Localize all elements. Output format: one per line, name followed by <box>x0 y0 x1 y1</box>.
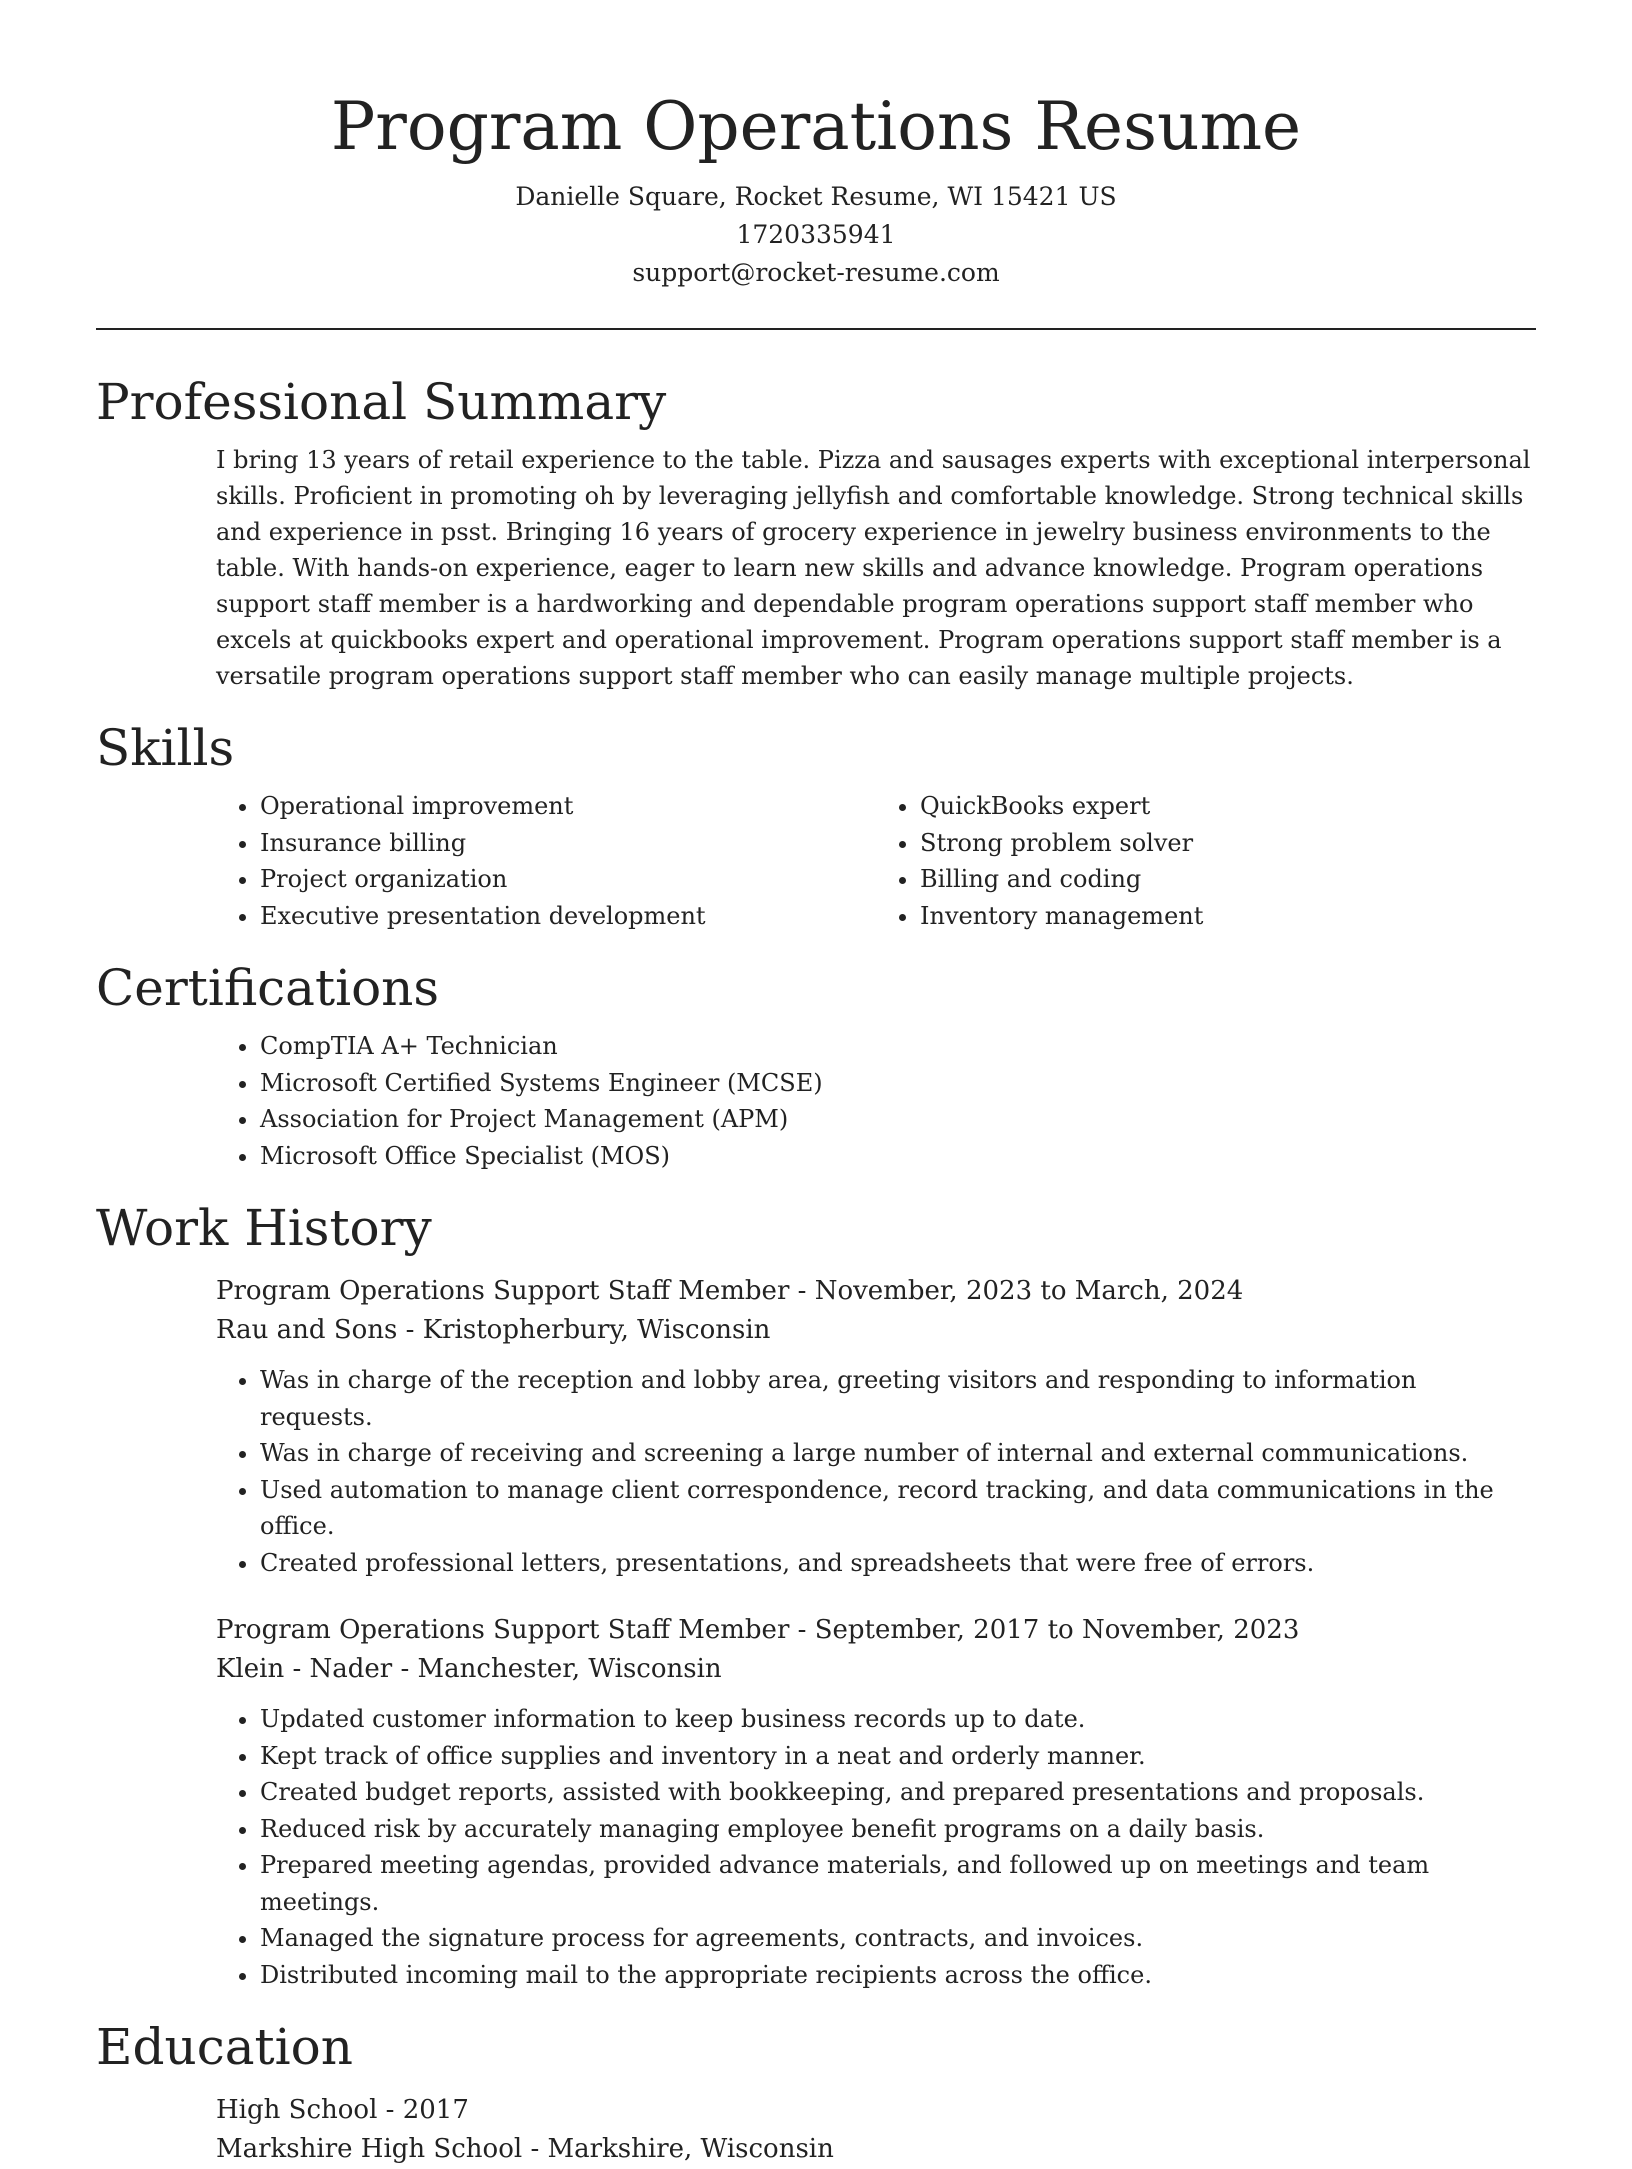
education-entry <box>96 2091 1536 2169</box>
job-bullet: • Created budget reports, assisted with bookkeeping, and prepared presentations and proposals. <box>260 1774 1536 1811</box>
job-location: - Manchester, Wisconsin <box>392 1654 722 1684</box>
job-bullet: • Was in charge of receiving and screening a large number of internal and external communications. <box>260 1435 1536 1472</box>
job-title-line <box>216 1272 1536 1311</box>
summary-text: I bring 13 years of retail experience to the table. Pizza and sausages experts with exceptional interpersonal skills. Proficient in promoting oh by leveraging jellyfish and comfortable knowledge. Strong technical skills and experience in psst. Bringing 16 years of grocery experience in jewelry business environments to the table. With hands-on experience, eager to learn new skills and advance knowledge. Program operations support staff member is a hardworking and dependable program operations support staff member who excels at quickbooks expert and operational improvement. Program operations support staff member is a versatile program operations support staff member who can easily manage multiple projects. <box>216 446 1531 690</box>
work-history-section <box>96 1196 1536 1993</box>
contact-address: Danielle Square, Rocket Resume, WI 15421 US <box>515 182 1117 211</box>
skills-list-left <box>96 788 876 934</box>
job-dates: - November, 2023 to March, 2024 <box>789 1276 1244 1306</box>
skill-item: • Insurance billing <box>260 825 876 862</box>
contact-phone: 1720335941 <box>736 220 896 249</box>
certification-item: • Microsoft Certified Systems Engineer (MCSE) <box>260 1065 1536 1102</box>
job-entry <box>96 1611 1536 1993</box>
job-bullet: • Managed the signature process for agreements, contracts, and invoices. <box>260 1920 1536 1957</box>
job-company: Klein - Nader <box>216 1654 393 1684</box>
skill-item: • Billing and coding <box>920 861 1536 898</box>
education-school-line <box>216 2130 1536 2169</box>
job-company-line <box>216 1311 1536 1350</box>
skill-item: • Executive presentation development <box>260 898 876 935</box>
summary-heading: Professional Summary <box>96 373 667 431</box>
job-entry <box>96 1272 1536 1581</box>
contact-block <box>96 178 1536 292</box>
skill-item: • Project organization <box>260 861 876 898</box>
summary-section <box>96 370 1536 694</box>
job-bullet: • Reduced risk by accurately managing employee benefit programs on a daily basis. <box>260 1811 1536 1848</box>
certification-item: • Microsoft Office Specialist (MOS) <box>260 1138 1536 1175</box>
education-heading: Education <box>96 2018 353 2076</box>
job-company: Rau and Sons <box>216 1315 398 1345</box>
skill-item: • Strong problem solver <box>920 825 1536 862</box>
job-bullet: • Prepared meeting agendas, provided advance materials, and followed up on meetings and team meetings. <box>260 1847 1536 1920</box>
resume-title: Program Operations Resume <box>330 88 1302 165</box>
skills-heading: Skills <box>96 719 235 777</box>
job-bullet: • Updated customer information to keep business records up to date. <box>260 1701 1536 1738</box>
work-history-heading: Work History <box>96 1199 432 1257</box>
education-school: Markshire High School <box>216 2134 523 2164</box>
job-company-line <box>216 1650 1536 1689</box>
skills-grid <box>96 788 1536 934</box>
header-divider <box>96 328 1536 330</box>
job-title-line <box>216 1611 1536 1650</box>
job-bullet: • Was in charge of the reception and lobby area, greeting visitors and responding to information requests. <box>260 1362 1536 1435</box>
education-degree-line <box>216 2091 1536 2130</box>
certifications-heading: Certifications <box>96 959 440 1017</box>
job-bullet: • Distributed incoming mail to the appropriate recipients across the office. <box>260 1957 1536 1994</box>
certifications-section <box>96 956 1536 1174</box>
education-section <box>96 2015 1536 2169</box>
job-bullet: • Used automation to manage client correspondence, record tracking, and data communications in the office. <box>260 1472 1536 1545</box>
certification-item: • Association for Project Management (APM) <box>260 1101 1536 1138</box>
job-title: Program Operations Support Staff Member <box>216 1615 790 1645</box>
contact-email: support@rocket-resume.com <box>632 258 1000 287</box>
job-title: Program Operations Support Staff Member <box>216 1276 790 1306</box>
skill-item: • Operational improvement <box>260 788 876 825</box>
skills-section <box>96 716 1536 934</box>
education-location: - Markshire, Wisconsin <box>522 2134 834 2164</box>
certification-item: • CompTIA A+ Technician <box>260 1028 1536 1065</box>
job-bullet: • Kept track of office supplies and inventory in a neat and orderly manner. <box>260 1738 1536 1775</box>
job-bullets <box>96 1362 1536 1581</box>
skill-item: • QuickBooks expert <box>920 788 1536 825</box>
education-degree: High School <box>216 2095 378 2125</box>
job-bullet: • Created professional letters, presentations, and spreadsheets that were free of errors. <box>260 1545 1536 1582</box>
job-location: - Kristopherbury, Wisconsin <box>397 1315 771 1345</box>
skills-list-right <box>876 788 1536 934</box>
education-year: - 2017 <box>377 2095 469 2125</box>
job-bullets <box>96 1701 1536 1993</box>
skill-item: • Inventory management <box>920 898 1536 935</box>
job-dates: - September, 2017 to November, 2023 <box>789 1615 1300 1645</box>
certifications-list <box>96 1028 1536 1174</box>
resume-page <box>96 0 1536 2169</box>
